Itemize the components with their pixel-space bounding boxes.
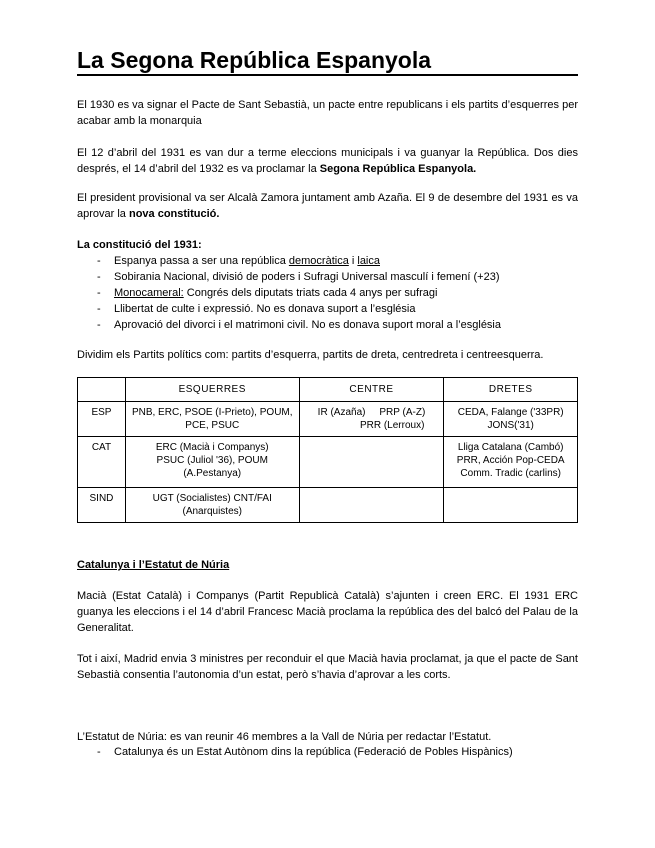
paragraph-erc: Macià (Estat Català) i Companys (Partit Republicà Català) s’ajunten i creen ERC. El 1931 ERC guanya les eleccions i el 14 d’abril Francesc Macià proclama la república des del balcó del Palau de la Generalitat. [77, 590, 578, 634]
list-item: - Llibertat de culte i expressió. No es donava suport a l’església [77, 301, 578, 317]
paragraph-eleccions-text: El 12 d’abril del 1931 es van dur a terme eleccions municipals i va guanyar la República. Dos dies després, el 14 d’abril del 1932 es va proclamar la [77, 147, 578, 175]
cell-centre-line1: IR (Azaña) PRP (A-Z) [317, 407, 426, 418]
cell-dretes [444, 488, 578, 523]
list-item-text: i [348, 255, 358, 267]
cell-centre [299, 488, 444, 523]
table-row [78, 437, 578, 488]
list-item-text: Congrés dels diputats triats cada 4 anys per sufragi [183, 287, 438, 299]
table-header-empty [78, 378, 126, 402]
page-title: La Segona República Espanyola [77, 46, 578, 76]
paragraph-estatut-nuria: L’Estatut de Núria: es van reunir 46 membres a la Vall de Núria per redactar l’Estatut. [77, 731, 492, 743]
list-item: - Sobirania Nacional, divisió de poders i Sufragi Universal masculí i femení (+23) [77, 269, 578, 285]
paragraph-president [77, 190, 578, 222]
cell-esquerres: ERC (Macià i Companys) PSUC (Juliol '36), POUM (A.Pestanya) [125, 437, 299, 488]
table-row [78, 488, 578, 523]
monocameral-underlined: Monocameral: [114, 287, 184, 299]
row-label: SIND [78, 488, 126, 523]
cell-centre-line2: PRR (Lerroux) [359, 420, 425, 431]
table-row [78, 402, 578, 437]
table-header-dretes: DRETES [444, 378, 578, 402]
list-item: - Catalunya és un Estat Autònom dins la república (Federació de Pobles Hispànics) [77, 744, 578, 760]
row-label: ESP [78, 402, 126, 437]
constitution-list [77, 253, 578, 333]
cell-esquerres: UGT (Socialistes) CNT/FAI (Anarquistes) [125, 488, 299, 523]
paragraph-eleccions [77, 145, 578, 177]
list-item [77, 253, 578, 269]
paragraph-madrid: Tot i així, Madrid envia 3 ministres per reconduir el que Macià havia proclamat, ja que el pacte de Sant Sebastià consentia l’autonomia d’un estat, però s’havia d’aprovar a les corts. [77, 653, 578, 681]
nova-constitucio-bold: nova constitució. [128, 208, 220, 220]
cell-centre [299, 437, 444, 488]
laica-underlined: laica [357, 255, 380, 267]
constitution-heading: La constitució del 1931: [77, 239, 202, 251]
democratica-underlined: democràtica [288, 255, 349, 267]
paragraph-dividim: Dividim els Partits polítics com: partits d’esquerra, partits de dreta, centredreta i centreesquerra. [77, 349, 544, 361]
section-heading-estatut: Catalunya i l’Estatut de Núria [77, 559, 230, 571]
estatut-list [77, 744, 578, 760]
table-header-esquerres: ESQUERRES [125, 378, 299, 402]
cell-centre [299, 402, 444, 437]
parties-table [77, 377, 578, 523]
paragraph-pacte: El 1930 es va signar el Pacte de Sant Sebastià, un pacte entre republicans i els partits d’esquerres per acabar amb la monarquia [77, 99, 578, 127]
list-item: - Aprovació del divorci i el matrimoni civil. No es donava suport moral a l’església [77, 317, 578, 333]
cell-dretes: CEDA, Falange ('33PR) JONS('31) [444, 402, 578, 437]
table-header-centre: CENTRE [299, 378, 444, 402]
list-item [77, 285, 578, 301]
paragraph-president-text: El president provisional va ser Alcalà Zamora juntament amb Azaña. El 9 de desembre del 1931 es va aprovar la [77, 192, 578, 220]
cell-esquerres: PNB, ERC, PSOE (I-Prieto), POUM, PCE, PSUC [125, 402, 299, 437]
segona-republica-bold: Segona República Espanyola. [319, 163, 477, 175]
cell-dretes: Lliga Catalana (Cambó) PRR, Acción Pop-CEDA Comm. Tradic (carlins) [444, 437, 578, 488]
list-item-text: Espanya passa a ser una república [114, 255, 289, 267]
row-label: CAT [78, 437, 126, 488]
